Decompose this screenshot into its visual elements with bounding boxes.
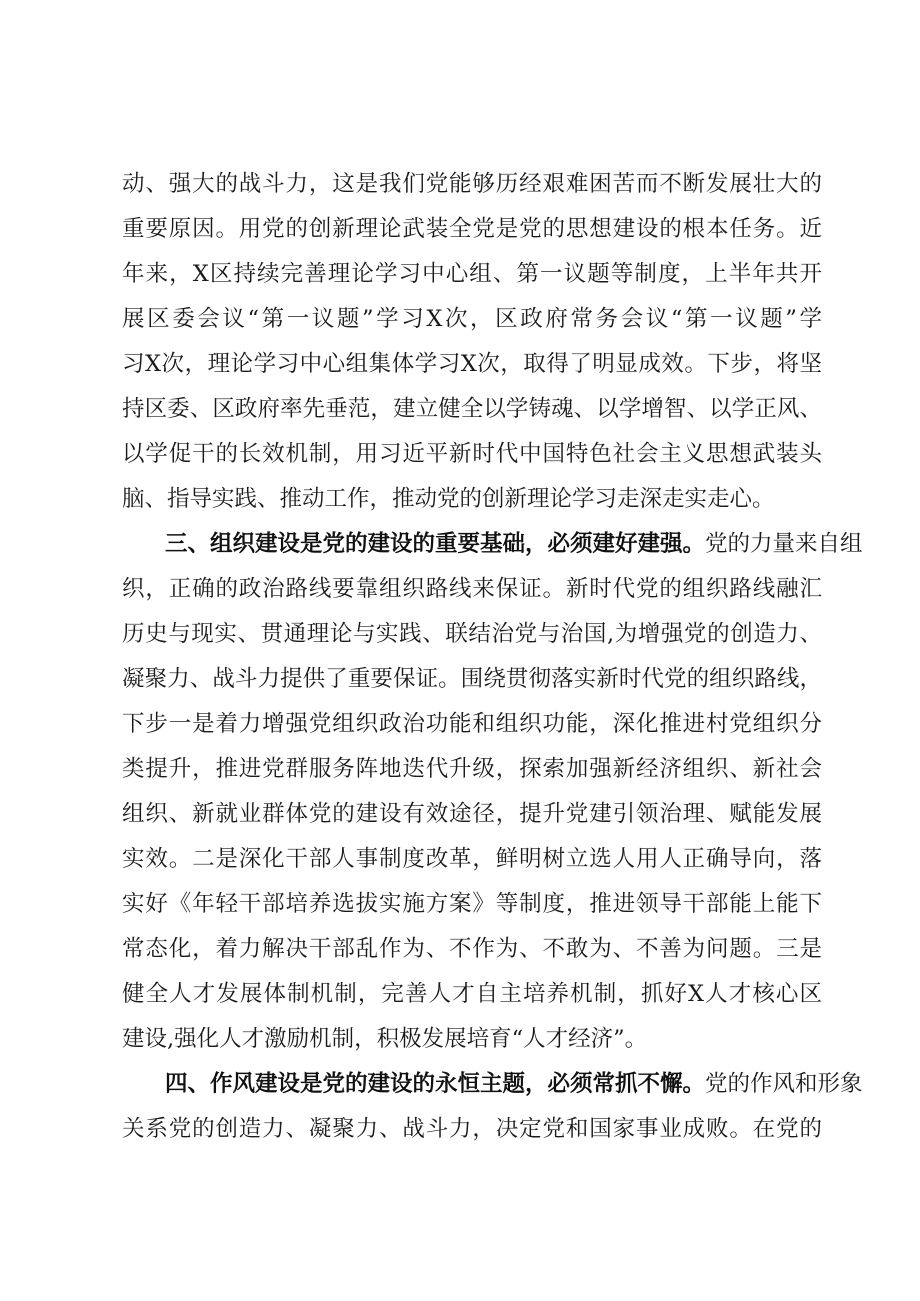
line-text: 实好《年轻干部培养选拔实施方案》等制度，推进领导干部能上能下 <box>122 891 822 917</box>
section-heading: 四、作风建设是党的建设的永恒主题，必须常抓不懈。 <box>165 1071 706 1097</box>
line-text: 织，正确的政治路线要靠组织路线来保证。新时代党的组织路线融汇 <box>122 576 822 602</box>
paragraph-line <box>122 349 822 379</box>
line-text: 组织、新就业群体党的建设有效途径，提升党建引领治理、赋能发展 <box>122 801 822 827</box>
paragraph-line <box>122 754 822 784</box>
line-text: 动、强大的战斗力，这是我们党能够历经艰难困苦而不断发展壮大的 <box>122 171 822 197</box>
paragraph-line <box>122 439 822 469</box>
line-text: 党的作风和形象 <box>705 1071 863 1097</box>
line-text: 关系党的创造力、凝聚力、战斗力，决定党和国家事业成败。在党的 <box>122 1116 822 1142</box>
line-text: 常态化，着力解决干部乱作为、不作为、不敢为、不善为问题。三是 <box>122 936 822 962</box>
section-heading: 三、组织建设是党的建设的重要基础，必须建好建强。 <box>165 531 706 557</box>
paragraph-line <box>122 574 822 604</box>
line-text: 凝聚力、战斗力提供了重要保证。围绕贯彻落实新时代党的组织路线， <box>122 666 822 692</box>
line-text: 重要原因。用党的创新理论武装全党是党的思想建设的根本任务。近 <box>122 216 822 242</box>
paragraph-line <box>122 214 822 244</box>
paragraph-line <box>122 1114 822 1144</box>
line-text: 持区委、区政府率先垂范，建立健全以学铸魂、以学增智、以学正风、 <box>122 396 822 422</box>
paragraph-line <box>122 304 822 334</box>
line-text: 年来，X区持续完善理论学习中心组、第一议题等制度，上半年共开 <box>122 261 822 287</box>
line-text: 下步一是着力增强党组织政治功能和组织功能，深化推进村党组织分 <box>122 711 822 737</box>
paragraph-line <box>122 979 822 1009</box>
paragraph-line <box>122 889 822 919</box>
paragraph-line <box>122 484 822 514</box>
line-text: 建设,强化人才激励机制，积极发展培育“人才经济”。 <box>122 1026 648 1052</box>
section-heading-line <box>165 529 863 559</box>
line-text: 健全人才发展体制机制，完善人才自主培养机制，抓好X人才核心区 <box>122 981 822 1007</box>
line-text: 习X次，理论学习中心组集体学习X次，取得了明显成效。下步，将坚 <box>122 351 822 377</box>
paragraph-line <box>122 619 822 649</box>
paragraph-line <box>122 709 822 739</box>
line-text: 展区委会议“第一议题”学习X次，区政府常务会议“第一议题”学 <box>122 306 822 332</box>
paragraph-line <box>122 394 822 424</box>
paragraph-line <box>122 1024 822 1054</box>
paragraph-line <box>122 259 822 289</box>
paragraph-line <box>122 664 822 694</box>
line-text: 类提升，推进党群服务阵地迭代升级，探索加强新经济组织、新社会 <box>122 756 822 782</box>
paragraph-line <box>122 934 822 964</box>
paragraph-line <box>122 799 822 829</box>
line-text: 历史与现实、贯通理论与实践、联结治党与治国,为增强党的创造力、 <box>122 621 822 647</box>
line-text: 以学促干的长效机制，用习近平新时代中国特色社会主义思想武装头 <box>122 441 822 467</box>
paragraph-line <box>122 844 822 874</box>
line-text: 党的力量来自组 <box>705 531 863 557</box>
line-text: 脑、指导实践、推动工作，推动党的创新理论学习走深走实走心。 <box>122 486 775 512</box>
paragraph-line <box>122 169 822 199</box>
line-text: 实效。二是深化干部人事制度改革，鲜明树立选人用人正确导向，落 <box>122 846 822 872</box>
section-heading-line <box>165 1069 863 1099</box>
